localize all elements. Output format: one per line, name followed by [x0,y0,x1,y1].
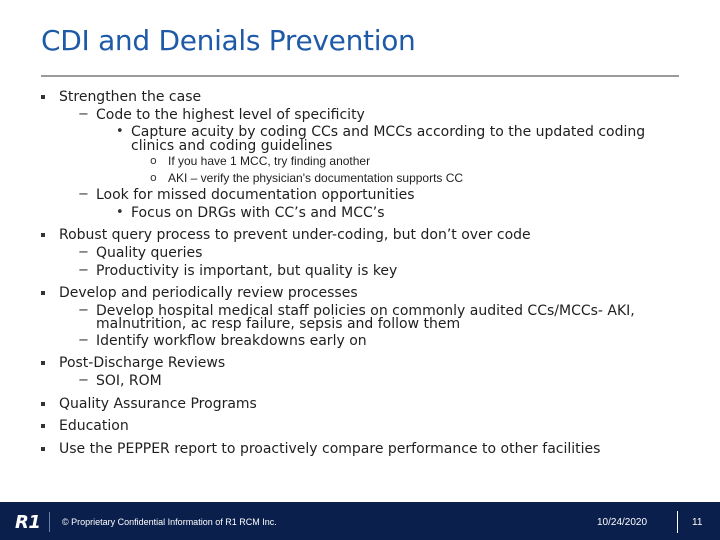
square-bullet-icon [41,402,45,406]
bullet-text: Robust query process to prevent under-coding, but don’t over code [59,227,531,243]
slide-title: CDI and Denials Prevention [41,24,416,57]
square-bullet-icon [41,424,45,428]
bullet-text: Productivity is important, but quality is key [96,263,398,279]
bullet-text: Identify workflow breakdowns early on [96,333,367,349]
bullet-text: Look for missed documentation opportunities [96,187,415,203]
copyright-text: © Proprietary Confidential Information of R1 RCM Inc. [62,517,277,527]
dot-bullet-icon: • [116,205,124,220]
bullet-text: malnutrition, ac resp failure, sepsis and follow them [96,316,461,332]
dash-bullet-icon: − [78,303,89,318]
logo-divider [49,512,50,532]
dash-bullet-icon: − [78,107,89,122]
circle-bullet-icon: o [150,154,157,167]
bullet-text: AKI – verify the physician's documentation supports CC [168,171,464,185]
bullet-text: Focus on DRGs with CC’s and MCC’s [131,205,385,221]
bullet-text: Capture acuity by coding CCs and MCCs according to the updated coding [131,124,646,140]
bullet-text: Education [59,418,129,434]
bullet-text: Develop and periodically review processes [59,285,358,301]
square-bullet-icon [41,447,45,451]
bullet-text: Post-Discharge Reviews [59,355,226,371]
bullet-text: Quality queries [96,245,203,261]
bullet-text: Strengthen the case [59,89,202,105]
square-bullet-icon [41,291,45,295]
dash-bullet-icon: − [78,245,89,260]
page-number: 11 [692,517,703,528]
dot-bullet-icon: • [116,124,124,139]
slide-date: 10/24/2020 [597,517,648,528]
dash-bullet-icon: − [78,373,89,388]
square-bullet-icon [41,233,45,237]
bullet-text: Code to the highest level of specificity [96,107,365,123]
dash-bullet-icon: − [78,333,89,348]
dash-bullet-icon: − [78,187,89,202]
bullet-text: SOI, ROM [96,373,162,389]
r1-logo: R1 [15,512,41,533]
dash-bullet-icon: − [78,263,89,278]
bullet-text: clinics and coding guidelines [131,138,333,154]
bullet-text: Use the PEPPER report to proactively compare performance to other facilities [59,441,601,457]
circle-bullet-icon: o [150,171,157,184]
page-divider [677,511,678,533]
footer-bar [0,502,720,540]
square-bullet-icon [41,361,45,365]
bullet-text: Quality Assurance Programs [59,396,257,412]
bullet-text: Develop hospital medical staff policies on commonly audited CCs/MCCs- AKI, [96,303,635,319]
bullet-text: If you have 1 MCC, try finding another [168,154,371,168]
square-bullet-icon [41,95,45,99]
